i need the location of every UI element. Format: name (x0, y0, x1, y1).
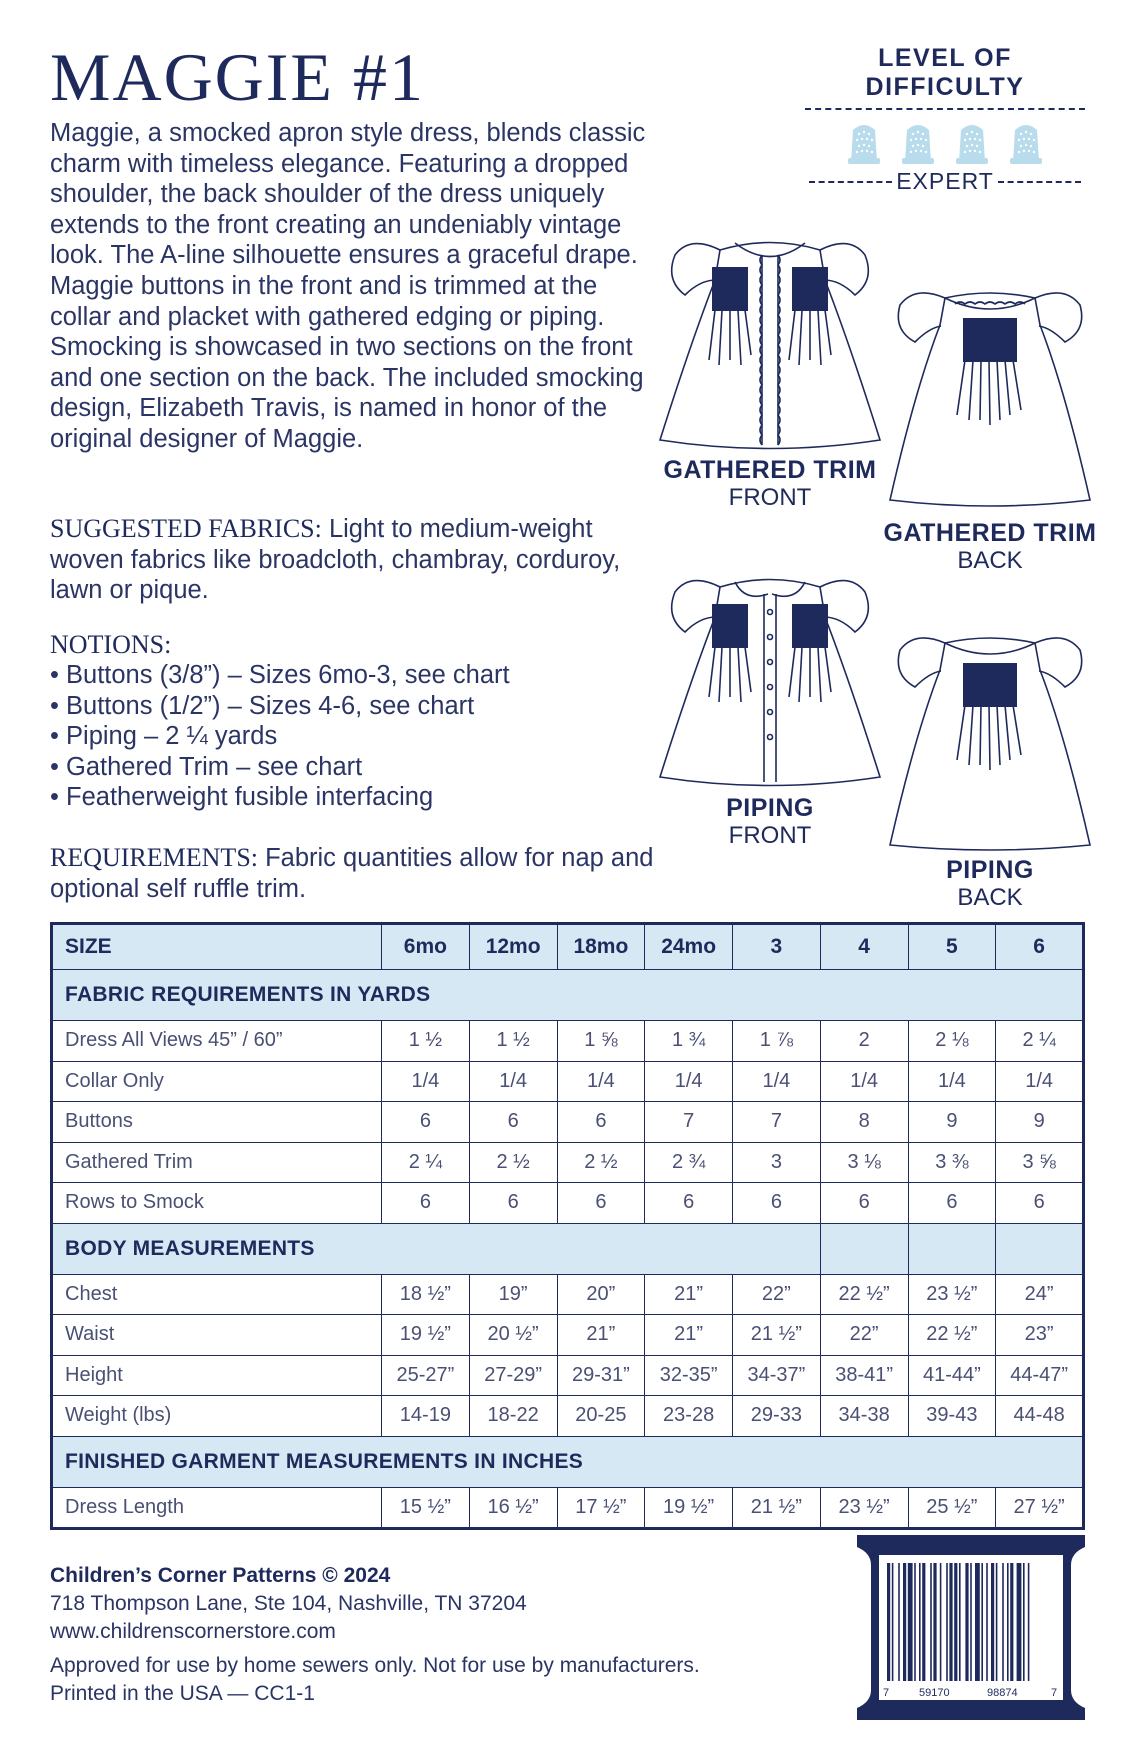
table-cell: 22 ½” (908, 1315, 996, 1356)
table-cell: 19” (469, 1274, 557, 1315)
table-cell: 6 (469, 1102, 557, 1143)
table-cell: 6 (645, 1183, 733, 1224)
table-cell: 1 ½ (469, 1021, 557, 1062)
barcode-bar (933, 1563, 936, 1681)
section-title: FINISHED GARMENT MEASUREMENTS IN INCHES (52, 1436, 1084, 1487)
table-cell: 24” (996, 1274, 1084, 1315)
table-row (52, 1021, 1084, 1062)
table-cell: 34-38 (820, 1396, 908, 1437)
barcode-digit: 98874 (987, 1687, 1018, 1699)
barcode-bar (1028, 1563, 1030, 1681)
table-cell: 20 ½” (469, 1315, 557, 1356)
row-label: Height (52, 1355, 382, 1396)
list-item: • Buttons (3/8”) – Sizes 6mo-3, see chart (50, 660, 510, 691)
barcode-bar (940, 1563, 942, 1681)
size-column-header: 3 (733, 924, 821, 970)
barcode-bar (1010, 1563, 1013, 1681)
table-cell: 19 ½” (645, 1487, 733, 1529)
table-cell: 1/4 (820, 1061, 908, 1102)
notions-list (50, 660, 510, 813)
table-cell: 1/4 (908, 1061, 996, 1102)
table-cell: 16 ½” (469, 1487, 557, 1529)
table-header-row (52, 924, 1084, 970)
dress-illustration-piping-back (885, 625, 1095, 855)
view-caption-gathered-back: GATHERED TRIM BACK (883, 519, 1097, 574)
size-column-header: 5 (908, 924, 996, 970)
barcode-bar (996, 1563, 998, 1681)
table-cell: 1/4 (996, 1061, 1084, 1102)
company-address: 718 Thompson Lane, Ste 104, Nashville, TN 37204 (50, 1592, 527, 1615)
table-cell: 2 (820, 1021, 908, 1062)
row-label: Weight (lbs) (52, 1396, 382, 1437)
table-cell: 2 ½ (469, 1142, 557, 1183)
barcode-bar (922, 1563, 925, 1681)
row-label: Rows to Smock (52, 1183, 382, 1224)
table-cell: 23-28 (645, 1396, 733, 1437)
dress-illustration-piping-front (650, 562, 890, 794)
size-column-header: 18mo (557, 924, 645, 970)
suggested-fabrics (50, 514, 650, 606)
table-row (52, 1274, 1084, 1315)
notions-heading (50, 630, 171, 661)
barcode-bar (930, 1563, 932, 1681)
table-cell: 6 (908, 1183, 996, 1224)
barcode-spool (857, 1535, 1085, 1720)
table-cell: 6 (557, 1183, 645, 1224)
table-cell: 21” (557, 1315, 645, 1356)
table-cell: 6 (469, 1183, 557, 1224)
barcode-bar (954, 1563, 957, 1681)
section-title: BODY MEASUREMENTS (52, 1223, 821, 1274)
row-label: Chest (52, 1274, 382, 1315)
dress-illustration-gathered-back (885, 280, 1095, 512)
table-cell: 1/4 (382, 1061, 470, 1102)
section-header-fabric (52, 970, 1084, 1021)
table-cell: 9 (908, 1102, 996, 1143)
table-cell: 23” (996, 1315, 1084, 1356)
size-column-header: 4 (820, 924, 908, 970)
view-caption-piping-back: PIPING BACK (946, 856, 1034, 911)
requirements-text: Fabric quantities allow for nap and optional self ruffle trim. (50, 844, 654, 903)
barcode-bar (1023, 1563, 1025, 1681)
size-column-header: 12mo (469, 924, 557, 970)
barcode-bar (898, 1563, 900, 1681)
barcode-bar (970, 1563, 972, 1681)
table-cell: 7 (645, 1102, 733, 1143)
table-cell: 6 (382, 1183, 470, 1224)
table-cell: 2 ⅛ (908, 1021, 996, 1062)
difficulty-level-text: EXPERT (896, 168, 994, 194)
barcode-bar (946, 1563, 948, 1681)
table-cell: 18-22 (469, 1396, 557, 1437)
barcode-bar (991, 1563, 994, 1681)
table-cell: 19 ½” (382, 1315, 470, 1356)
table-cell: 21” (645, 1274, 733, 1315)
company-website[interactable]: www.childrenscornerstore.com (50, 1620, 336, 1643)
table-cell: 25-27” (382, 1355, 470, 1396)
table-row (52, 1102, 1084, 1143)
table-cell: 1 ½ (382, 1021, 470, 1062)
table-cell: 21 ½” (733, 1487, 821, 1529)
table-cell: 1/4 (469, 1061, 557, 1102)
company-name: Children’s Corner Patterns © 2024 (50, 1564, 391, 1587)
row-label: Dress Length (52, 1487, 382, 1529)
list-item: • Gathered Trim – see chart (50, 752, 510, 783)
barcode-bar (965, 1563, 968, 1681)
table-cell: 6 (557, 1102, 645, 1143)
table-cell: 2 ¾ (645, 1142, 733, 1183)
section-blank-cell (996, 1223, 1084, 1274)
barcode-bar (914, 1563, 916, 1681)
table-cell: 3 (733, 1142, 821, 1183)
thimble-icon (1005, 118, 1047, 166)
section-blank-cell (820, 1223, 908, 1274)
table-cell: 17 ½” (557, 1487, 645, 1529)
table-cell: 1 ¾ (645, 1021, 733, 1062)
table-row (52, 1396, 1084, 1437)
usage-notice (50, 1652, 700, 1708)
table-cell: 14-19 (382, 1396, 470, 1437)
row-label: Dress All Views 45” / 60” (52, 1021, 382, 1062)
section-title: FABRIC REQUIREMENTS IN YARDS (52, 970, 1084, 1021)
row-label: Buttons (52, 1102, 382, 1143)
size-chart-table (50, 922, 1085, 1530)
table-cell: 1/4 (557, 1061, 645, 1102)
table-cell: 23 ½” (908, 1274, 996, 1315)
intro-paragraph: Maggie, a smocked apron style dress, blends classic charm with timeless elegance. Featuring a dropped shoulder, the back shoulder of the dress uniquely extends to the front creating an undeniably vintage look. The A-line silhouette ensures a graceful drape. Maggie buttons in the front and is trimmed at the collar and placket with gathered edging or piping. Smocking is showcased in two sections on the front and one section on the back. The included smocking design, Elizabeth Travis, is named in honor of the original designer of Maggie. (50, 119, 646, 453)
list-item: • Buttons (1/2”) – Sizes 4-6, see chart (50, 691, 510, 722)
row-label: Waist (52, 1315, 382, 1356)
suggested-fabrics-label: SUGGESTED FABRICS: (50, 514, 322, 543)
row-label: Gathered Trim (52, 1142, 382, 1183)
section-header-finished (52, 1436, 1084, 1487)
view-caption-gathered-front: GATHERED TRIM FRONT (663, 456, 877, 511)
table-row (52, 1061, 1084, 1102)
barcode-digit: 7 (883, 1687, 890, 1699)
table-cell: 29-31” (557, 1355, 645, 1396)
requirements-label: REQUIREMENTS: (50, 843, 258, 872)
table-cell: 1 ⅝ (557, 1021, 645, 1062)
table-row (52, 1487, 1084, 1529)
table-cell: 22” (733, 1274, 821, 1315)
row-label: Collar Only (52, 1061, 382, 1102)
barcode-bar (981, 1563, 983, 1681)
thimble-rating (805, 118, 1085, 166)
thimble-icon (897, 118, 939, 166)
barcode-bar (1007, 1563, 1009, 1681)
table-cell: 3 ⅝ (996, 1142, 1084, 1183)
table-cell: 44-47” (996, 1355, 1084, 1396)
table-cell: 34-37” (733, 1355, 821, 1396)
table-cell: 20” (557, 1274, 645, 1315)
barcode-bar (908, 1563, 913, 1681)
barcode-bar (1002, 1563, 1004, 1681)
table-cell: 3 ⅛ (820, 1142, 908, 1183)
list-item: • Piping – 2 ¼ yards (50, 721, 510, 752)
table-cell: 32-35” (645, 1355, 733, 1396)
size-column-header: 24mo (645, 924, 733, 970)
table-cell: 39-43 (908, 1396, 996, 1437)
difficulty-level (805, 168, 1085, 195)
table-cell: 1 ⅞ (733, 1021, 821, 1062)
barcode-digit: 59170 (919, 1687, 950, 1699)
barcode-bar (975, 1563, 980, 1681)
barcode-bar (986, 1563, 988, 1681)
table-cell: 2 ¼ (382, 1142, 470, 1183)
table-row (52, 1183, 1084, 1224)
table-row (52, 1315, 1084, 1356)
table-cell: 25 ½” (908, 1487, 996, 1529)
table-cell: 29-33 (733, 1396, 821, 1437)
thimble-icon (951, 118, 993, 166)
barcode-bar (903, 1563, 906, 1681)
list-item: • Featherweight fusible interfacing (50, 782, 510, 813)
table-cell: 41-44” (908, 1355, 996, 1396)
table-cell: 1/4 (733, 1061, 821, 1102)
table-cell: 1/4 (645, 1061, 733, 1102)
table-cell: 6 (733, 1183, 821, 1224)
table-cell: 6 (820, 1183, 908, 1224)
barcode-bar (949, 1563, 952, 1681)
table-cell: 15 ½” (382, 1487, 470, 1529)
table-cell: 38-41” (820, 1355, 908, 1396)
size-header: SIZE (52, 924, 382, 970)
table-cell: 22” (820, 1315, 908, 1356)
table-cell: 2 ½ (557, 1142, 645, 1183)
table-cell: 21 ½” (733, 1315, 821, 1356)
view-caption-piping-front: PIPING FRONT (726, 794, 814, 849)
publisher-info (50, 1562, 527, 1646)
table-cell: 18 ½” (382, 1274, 470, 1315)
thimble-icon (843, 118, 885, 166)
section-blank-cell (908, 1223, 996, 1274)
page-title: MAGGIE #1 (50, 39, 425, 115)
table-row (52, 1142, 1084, 1183)
table-cell: 3 ⅜ (908, 1142, 996, 1183)
barcode-bar (959, 1563, 961, 1681)
table-cell: 21” (645, 1315, 733, 1356)
barcode-bar (1017, 1563, 1022, 1681)
table-cell: 27-29” (469, 1355, 557, 1396)
table-cell: 44-48 (996, 1396, 1084, 1437)
dress-illustration-gathered-front (650, 225, 890, 457)
table-cell: 9 (996, 1102, 1084, 1143)
requirements-note (50, 843, 670, 904)
table-cell: 20-25 (557, 1396, 645, 1437)
barcode-bar (919, 1563, 921, 1681)
barcode-digit: 7 (1051, 1687, 1058, 1699)
table-cell: 8 (820, 1102, 908, 1143)
barcode-bar (887, 1563, 890, 1681)
table-cell: 22 ½” (820, 1274, 908, 1315)
table-row (52, 1355, 1084, 1396)
approval-text: Approved for use by home sewers only. Not for use by manufacturers. (50, 1654, 700, 1677)
notions-label: NOTIONS: (50, 630, 172, 659)
size-column-header: 6mo (382, 924, 470, 970)
table-cell: 27 ½” (996, 1487, 1084, 1529)
table-cell: 2 ¼ (996, 1021, 1084, 1062)
table-cell: 6 (996, 1183, 1084, 1224)
table-cell: 6 (382, 1102, 470, 1143)
table-cell: 7 (733, 1102, 821, 1143)
suggested-fabrics-text: Light to medium-weight woven fabrics like broadcloth, chambray, corduroy, lawn or pique. (50, 515, 621, 605)
barcode-bar (892, 1563, 894, 1681)
difficulty-title: LEVEL OF DIFFICULTY (805, 44, 1085, 110)
difficulty-badge (805, 44, 1085, 195)
table-cell: 23 ½” (820, 1487, 908, 1529)
printed-text: Printed in the USA — CC1-1 (50, 1682, 315, 1705)
size-column-header: 6 (996, 924, 1084, 970)
section-header-body (52, 1223, 1084, 1274)
